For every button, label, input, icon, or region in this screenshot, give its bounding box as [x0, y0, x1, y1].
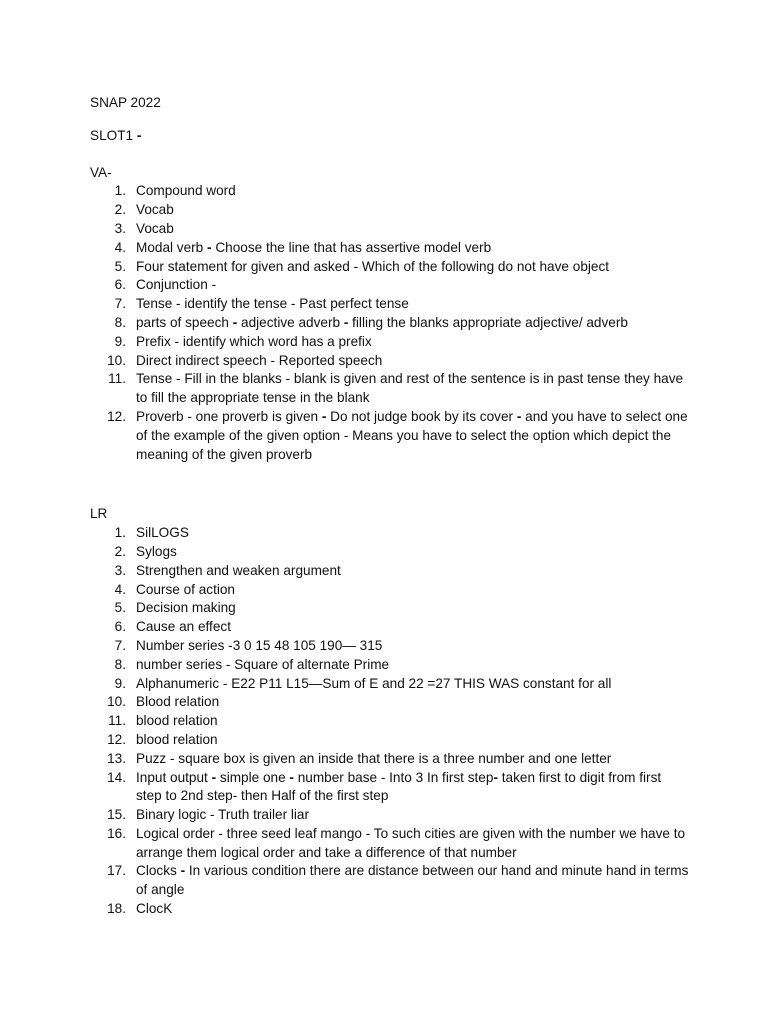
- list-item: [90, 806, 690, 825]
- list-item: [90, 182, 690, 201]
- list-item-text: Compound word: [136, 183, 236, 199]
- list-item-number: 16.: [107, 825, 126, 841]
- list-item-text: Do not judge book by its cover: [326, 408, 517, 424]
- list-item-number: 17.: [107, 863, 126, 879]
- list-item-text: Tense - Fill in the blanks - blank is given and rest of the sentence is in past tense they have to fill the appropriate tense in the blank: [136, 371, 684, 406]
- list-item-number: 2.: [114, 202, 126, 218]
- list-item: [90, 581, 690, 600]
- list-item-text: Direct indirect speech - Reported speech: [136, 352, 383, 368]
- list-item-text: Course of action: [136, 581, 235, 597]
- list-item-text: Input output: [136, 769, 212, 785]
- list-item-text: taken first to digit from first step to 2nd step- then Half of the first step: [136, 769, 662, 804]
- list-item: [90, 712, 690, 731]
- list-item-text: Tense - identify the tense - Past perfect tense: [136, 296, 409, 312]
- list-item: [90, 637, 690, 656]
- list-item-number: 11.: [108, 371, 126, 387]
- list-item: [90, 276, 690, 295]
- va-question-list: [90, 182, 690, 464]
- list-item-number: 2.: [114, 543, 126, 559]
- list-item-text: Logical order - three seed leaf mango - To such cities are given with the number we have to arrange them logical order and take a difference of that number: [136, 825, 686, 860]
- list-item-number: 7.: [114, 637, 126, 653]
- list-item-text: adjective adverb: [237, 314, 344, 330]
- list-item-text: number base - Into 3 In first step: [293, 769, 494, 785]
- list-item-number: 10.: [107, 694, 126, 710]
- list-item-number: 6.: [114, 277, 126, 293]
- list-item-text: Puzz - square box is given an inside that there is a three number and one letter: [136, 750, 612, 766]
- list-item: [90, 731, 690, 750]
- list-item-text: Choose the line that has assertive model verb: [211, 239, 492, 255]
- list-item-text: blood relation: [136, 731, 218, 747]
- list-item-number: 18.: [107, 901, 126, 917]
- list-item: [90, 750, 690, 769]
- list-item-text: Strengthen and weaken argument: [136, 562, 341, 578]
- list-item-text: and you have to select one of the example of the given option - Means you have to select the option which depict the meaning of the given proverb: [136, 408, 688, 462]
- list-item-text: Clocks: [136, 863, 181, 879]
- list-item-text: number series - Square of alternate Prime: [136, 656, 390, 672]
- list-item: [90, 239, 690, 258]
- list-item: [90, 900, 690, 919]
- list-item-number: 9.: [114, 675, 126, 691]
- list-item: [90, 408, 690, 464]
- list-item-text: parts of speech: [136, 314, 233, 330]
- list-item-number: 1.: [114, 525, 126, 541]
- list-item: [90, 599, 690, 618]
- list-item: [90, 618, 690, 637]
- list-item-text: -: [180, 863, 186, 879]
- list-item-number: 12.: [107, 408, 126, 424]
- list-item-text: Vocab: [136, 202, 174, 218]
- list-item-text: -: [211, 769, 217, 785]
- list-item-number: 9.: [114, 333, 126, 349]
- list-item-number: 12.: [107, 731, 126, 747]
- list-item: [90, 862, 690, 900]
- list-item-number: 7.: [114, 296, 126, 312]
- lr-section-heading: LR: [90, 506, 108, 522]
- list-item-number: 13.: [107, 750, 126, 766]
- list-item-text: -: [343, 314, 349, 330]
- list-item: [90, 524, 690, 543]
- list-item: [90, 314, 690, 333]
- list-item-text: Prefix - identify which word has a prefix: [136, 333, 372, 349]
- list-item-number: 8.: [114, 656, 126, 672]
- list-item-text: Vocab: [136, 220, 174, 236]
- list-item-number: 5.: [114, 258, 126, 274]
- list-item: [90, 370, 690, 408]
- list-item-number: 6.: [114, 619, 126, 635]
- list-item-number: 1.: [114, 183, 126, 199]
- list-item-text: Sylogs: [136, 543, 177, 559]
- list-item: [90, 258, 690, 277]
- list-item-text: -: [207, 239, 212, 255]
- list-item-text: Binary logic - Truth trailer liar: [136, 807, 309, 823]
- list-item: [90, 352, 690, 371]
- document-title: SNAP 2022: [90, 95, 161, 110]
- list-item-text: Modal verb: [136, 239, 208, 255]
- slot-dash: -: [133, 127, 142, 143]
- list-item: [90, 825, 690, 863]
- list-item-number: 3.: [114, 220, 126, 236]
- list-item-number: 3.: [114, 562, 126, 578]
- list-item-number: 11.: [108, 713, 126, 729]
- list-item: [90, 333, 690, 352]
- list-item-number: 10.: [107, 352, 126, 368]
- list-item: [90, 769, 690, 807]
- list-item-text: -: [232, 314, 238, 330]
- list-item: [90, 201, 690, 220]
- list-item-text: -: [493, 769, 498, 785]
- list-item-text: -: [289, 769, 294, 785]
- list-item-text: Blood relation: [136, 694, 220, 710]
- list-item-number: 4.: [114, 239, 126, 255]
- list-item-text: Conjunction -: [136, 277, 217, 293]
- list-item: [90, 543, 690, 562]
- list-item-text: Decision making: [136, 600, 236, 616]
- list-item: [90, 295, 690, 314]
- list-item-text: simple one: [216, 769, 290, 785]
- list-item: [90, 656, 690, 675]
- list-item-text: -: [516, 408, 522, 424]
- lr-question-list: [90, 524, 690, 919]
- list-item-number: 15.: [107, 807, 126, 823]
- list-item-text: -: [321, 408, 327, 424]
- list-item-text: filling the blanks appropriate adjective/ adverb: [348, 314, 628, 330]
- list-item: [90, 693, 690, 712]
- list-item-text: In various condition there are distance between our hand and minute hand in terms of angle: [136, 863, 689, 898]
- document-page: [90, 94, 690, 919]
- list-item-text: Alphanumeric - E22 P11 L15—Sum of E and 22 =27 THIS WAS constant for all: [136, 675, 612, 691]
- list-item-number: 8.: [114, 314, 126, 330]
- slot-heading: [90, 127, 690, 146]
- list-item-text: SilLOGS: [136, 525, 189, 541]
- list-item: [90, 562, 690, 581]
- va-section-heading: VA-: [90, 164, 112, 180]
- list-item-text: ClocK: [136, 901, 173, 917]
- list-item: [90, 220, 690, 239]
- list-item: [90, 675, 690, 694]
- slot-label: SLOT1: [90, 127, 134, 143]
- list-item-number: 5.: [114, 600, 126, 616]
- list-item-text: Cause an effect: [136, 619, 231, 635]
- list-item-text: Four statement for given and asked - Which of the following do not have object: [136, 258, 610, 274]
- list-item-text: Proverb - one proverb is given: [136, 408, 322, 424]
- list-item-text: blood relation: [136, 713, 218, 729]
- list-item-number: 4.: [114, 581, 126, 597]
- list-item-number: 14.: [107, 769, 126, 785]
- list-item-text: Number series -3 0 15 48 105 190— 315: [136, 637, 383, 653]
